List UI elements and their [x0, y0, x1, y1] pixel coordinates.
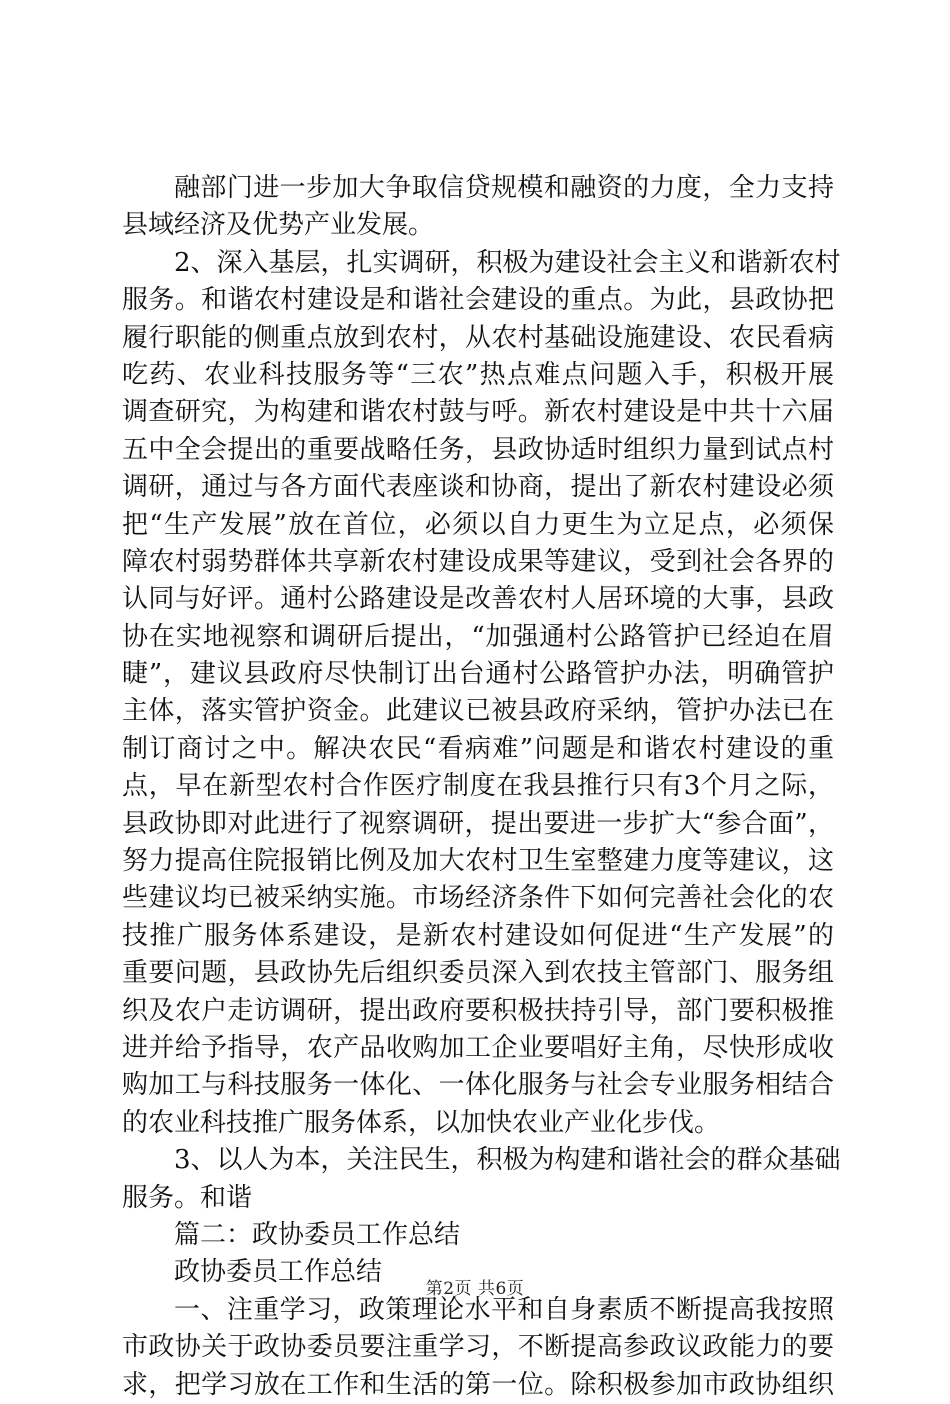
text-line: 购加工与科技服务一体化、一体化服务与社会专业服务相结合 — [122, 1070, 834, 1101]
text-line: 织及农户走访调研，提出政府要积极扶持引导，部门要积极推 — [122, 995, 834, 1026]
text-line: 技推广服务体系建设，是新农村建设如何促进“生产发展”的 — [122, 920, 834, 951]
text-line: 障农村弱势群体共享新农村建设成果等建议，受到社会各界的 — [122, 546, 834, 577]
text-line: 调查研究，为构建和谐农村鼓与呼。新农村建设是中共十六届 — [122, 397, 834, 428]
text-line: 睫”，建议县政府尽快制订出台通村公路管护办法，明确管护 — [122, 659, 834, 690]
text-line: 把“生产发展”放在首位，必须以自力更生为立足点，必须保 — [122, 509, 834, 540]
text-line: 主体，落实管护资金。此建议已被县政府采纳，管护办法已在 — [122, 696, 834, 727]
text-line: 的农业科技推广服务体系，以加快农业产业化步伐。 — [122, 1107, 721, 1138]
document-body — [122, 170, 841, 1404]
text-line: 认同与好评。通村公路建设是改善农村人居环境的大事，县政 — [122, 584, 834, 615]
text-line: 2、深入基层，扎实调研，积极为建设社会主义和谐新农村 — [174, 247, 841, 278]
text-line: 篇二：政协委员工作总结 — [174, 1219, 461, 1250]
text-line: 调研，通过与各方面代表座谈和协商，提出了新农村建设必须 — [122, 472, 834, 503]
text-line: 制订商讨之中。解决农民“看病难”问题是和谐农村建设的重 — [122, 733, 834, 764]
text-line: 市政协关于政协委员要注重学习，不断提高参政议政能力的要 — [122, 1332, 834, 1363]
text-line: 3、以人为本，关注民生，积极为构建和谐社会的群众基础 — [174, 1145, 841, 1176]
page-footer: 第2页 共6页 — [425, 1279, 525, 1299]
text-line: 服务。和谐农村建设是和谐社会建设的重点。为此，县政协把 — [122, 285, 834, 316]
text-line: 求，把学习放在工作和生活的第一位。除积极参加市政协组织 — [122, 1369, 834, 1400]
text-line: 履行职能的侧重点放到农村，从农村基础设施建设、农民看病 — [122, 322, 834, 353]
text-line: 县政协即对此进行了视察调研，提出要进一步扩大“参合面”， — [122, 808, 834, 839]
text-line: 融部门进一步加大争取信贷规模和融资的力度，全力支持 — [174, 173, 834, 203]
text-line: 吃药、农业科技服务等“三农”热点难点问题入手，积极开展 — [122, 359, 834, 390]
text-line: 政协委员工作总结 — [174, 1257, 383, 1288]
text-line: 重要问题，县政协先后组织委员深入到农技主管部门、服务组 — [122, 958, 834, 989]
text-line: 一、注重学习，政策理论水平和自身素质不断提高我按照 — [174, 1294, 834, 1325]
text-line: 努力提高住院报销比例及加大农村卫生室整建力度等建议，这 — [122, 846, 834, 877]
text-line: 些建议均已被采纳实施。市场经济条件下如何完善社会化的农 — [122, 883, 834, 914]
text-line: 县域经济及优势产业发展。 — [122, 210, 435, 241]
text-line: 进并给予指导，农产品收购加工企业要唱好主角，尽快形成收 — [122, 1032, 834, 1063]
text-line: 五中全会提出的重要战略任务，县政协适时组织力量到试点村 — [122, 434, 834, 465]
text-line: 协在实地视察和调研后提出，“加强通村公路管护已经迫在眉 — [122, 621, 834, 652]
text-line: 服务。和谐 — [122, 1182, 253, 1213]
text-line: 点，早在新型农村合作医疗制度在我县推行只有3个月之际， — [122, 771, 834, 802]
